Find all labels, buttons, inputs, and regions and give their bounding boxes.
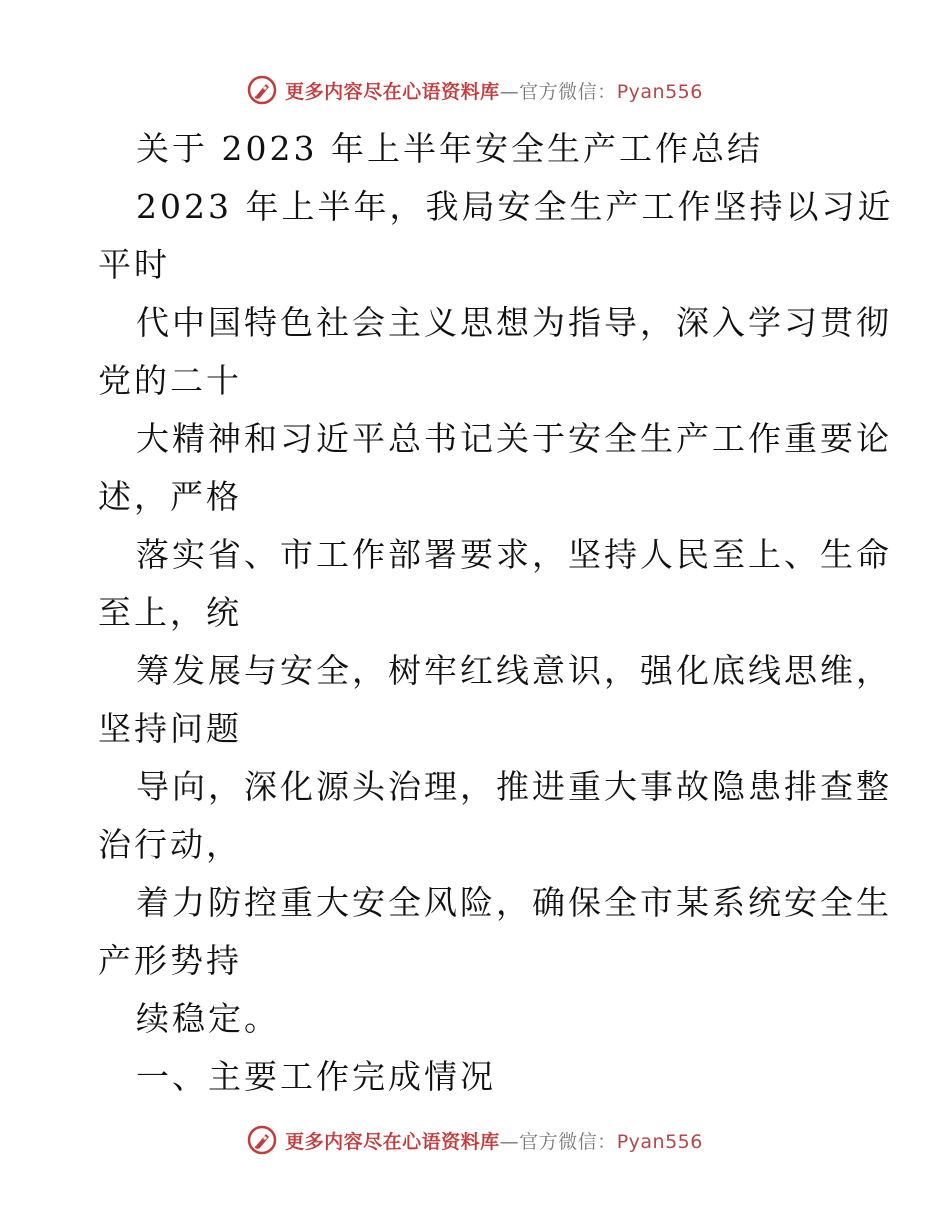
header-contact-label: 官方微信：	[519, 80, 617, 103]
paragraph-line: 党的二十	[98, 361, 242, 400]
paragraph-line: 平时	[98, 245, 170, 284]
paragraph-line: 述，严格	[98, 477, 242, 516]
paragraph-line: 落实省、市工作部署要求，坚持人民至上、生命	[136, 535, 892, 574]
footer-text	[285, 1127, 703, 1154]
header-banner	[0, 70, 950, 110]
header-brand: 更多内容尽在心语资料库	[285, 80, 500, 103]
paragraph-line: 着力防控重大安全风险，确保全市某系统安全生	[136, 883, 892, 922]
document-title: 关于 2023 年上半年安全生产工作总结	[136, 129, 763, 168]
footer-contact-label: 官方微信：	[519, 1130, 617, 1153]
paragraph-line: 筹发展与安全，树牢红线意识，强化底线思维，	[136, 651, 892, 690]
paragraph-line: 治行动，	[98, 825, 242, 864]
footer-separator: —	[499, 1130, 520, 1153]
header-separator: —	[499, 80, 520, 103]
header-contact-id: Pyan556	[616, 80, 703, 103]
footer-brand: 更多内容尽在心语资料库	[285, 1130, 500, 1153]
footer-banner	[0, 1120, 950, 1160]
paragraph-line: 大精神和习近平总书记关于安全生产工作重要论	[136, 419, 892, 458]
paragraph-line: 2023 年上半年，我局安全生产工作坚持以习近	[136, 187, 894, 226]
paragraph-line: 导向，深化源头治理，推进重大事故隐患排查整	[136, 767, 892, 806]
document-body	[98, 120, 894, 1106]
paragraph-line: 代中国特色社会主义思想为指导，深入学习贯彻	[136, 303, 892, 342]
paragraph-line: 至上，统	[98, 593, 242, 632]
paragraph-line: 产形势持	[98, 941, 242, 980]
header-text	[285, 77, 703, 104]
footer-contact-id: Pyan556	[616, 1130, 703, 1153]
paragraph-line: 坚持问题	[98, 709, 242, 748]
pen-nib-logo-icon	[247, 1125, 277, 1155]
pen-nib-logo-icon	[247, 75, 277, 105]
paragraph-line: 续稳定。	[136, 999, 280, 1038]
section-heading: 一、主要工作完成情况	[136, 1057, 496, 1096]
